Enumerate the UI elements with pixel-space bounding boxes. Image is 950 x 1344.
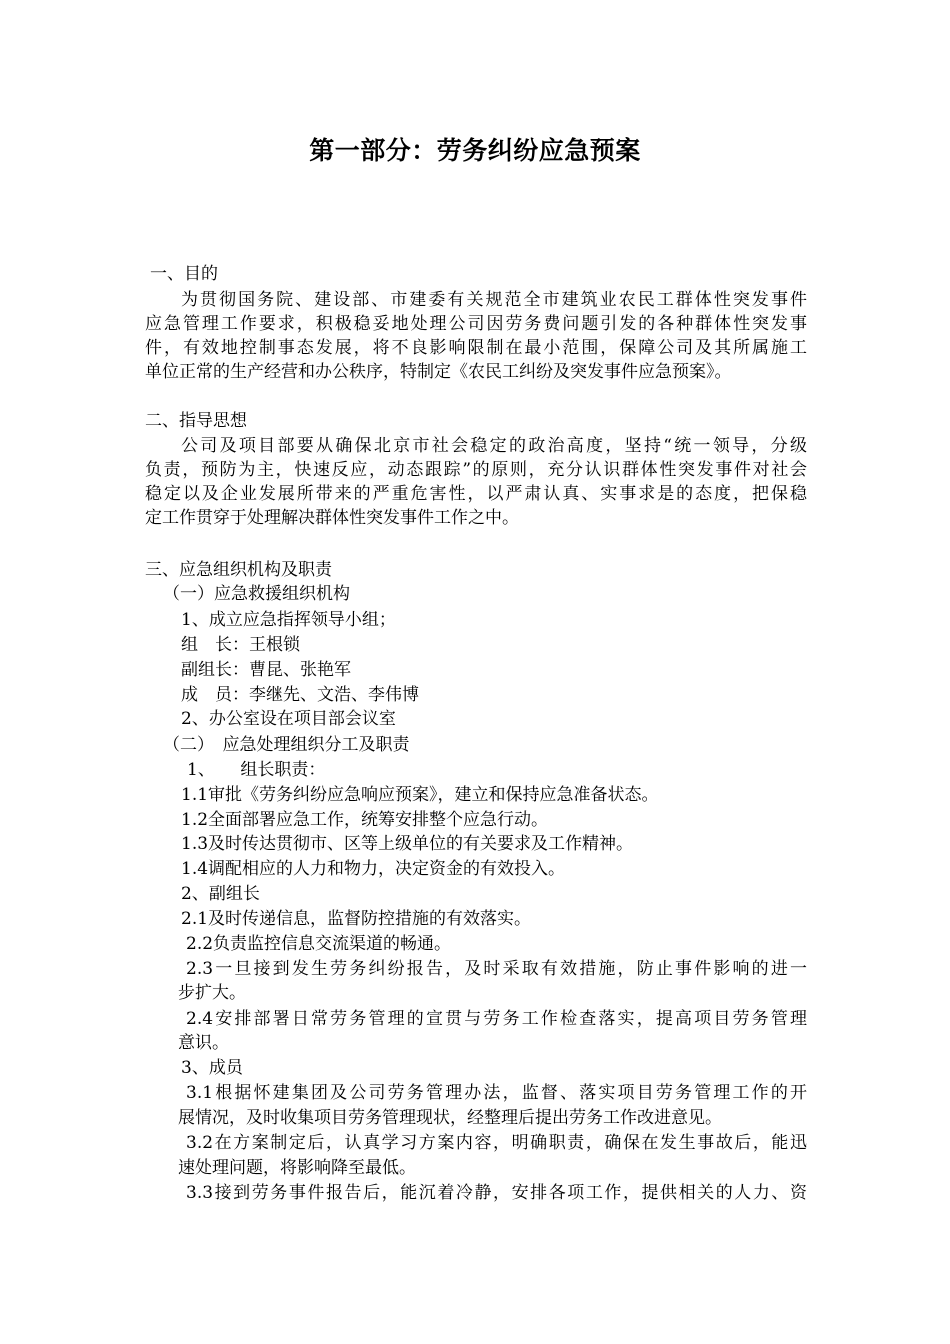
- list-item: 1.3及时传达贯彻市、区等上级单位的有关要求及工作精神。: [181, 834, 634, 854]
- list-item-continuation: 步扩大。: [178, 983, 246, 1003]
- list-item: 3.1根据怀建集团及公司劳务管理办法，监督、落实项目劳务管理工作的开: [186, 1083, 807, 1103]
- paragraph-line: 公司及项目部要从确保北京市社会稳定的政治高度，坚持“统一领导，分级: [181, 436, 807, 456]
- paragraph-line: 定工作贯穿于处理解决群体性突发事件工作之中。: [145, 508, 519, 528]
- subsection-heading: （二） 应急处理组织分工及职责: [163, 735, 410, 755]
- paragraph-line: 负责，预防为主，快速反应，动态跟踪”的原则，充分认识群体性突发事件对社会: [145, 460, 807, 480]
- list-item: 1.2全面部署应急工作，统筹安排整个应急行动。: [181, 810, 549, 830]
- section-heading-organization: 三、应急组织机构及职责: [145, 560, 332, 580]
- list-item: 2、副组长: [181, 884, 260, 904]
- list-item: 2.3一旦接到发生劳务纠纷报告，及时采取有效措施，防止事件影响的进一: [186, 959, 807, 979]
- list-item: 1、 组长职责：: [187, 760, 326, 780]
- section-heading-guiding-thought: 二、指导思想: [145, 411, 247, 431]
- list-item: 3、成员: [181, 1058, 243, 1078]
- list-item: 1.1审批《劳务纠纷应急响应预案》，建立和保持应急准备状态。: [181, 785, 659, 805]
- paragraph-line: 应急管理工作要求，积极稳妥地处理公司因劳务费问题引发的各种群体性突发事: [145, 314, 807, 334]
- list-item: 1.4调配相应的人力和物力，决定资金的有效投入。: [181, 859, 566, 879]
- list-item: 1、成立应急指挥领导小组；: [181, 610, 396, 630]
- list-item-continuation: 速处理问题，将影响降至最低。: [178, 1158, 416, 1178]
- subsection-heading: （一）应急救援组织机构: [163, 584, 350, 604]
- paragraph-line: 为贯彻国务院、建设部、市建委有关规范全市建筑业农民工群体性突发事件: [181, 290, 807, 310]
- paragraph-line: 单位正常的生产经营和办公秩序，特制定《农民工纠纷及突发事件应急预案》。: [145, 362, 732, 382]
- list-item: 3.2在方案制定后，认真学习方案内容，明确职责，确保在发生事故后，能迅: [186, 1133, 807, 1153]
- document-title: 第一部分：劳务纠纷应急预案: [309, 136, 641, 165]
- list-item: 2.2负责监控信息交流渠道的畅通。: [186, 934, 452, 954]
- paragraph-line: 件，有效地控制事态发展，将不良影响限制在最小范围，保障公司及其所属施工: [145, 338, 807, 358]
- section-heading-purpose: 一、目的: [150, 264, 218, 284]
- members-entry: 成 员：李继先、文浩、李伟博: [181, 685, 419, 705]
- list-item-continuation: 意识。: [178, 1033, 229, 1053]
- list-item: 2.1及时传递信息，监督防控措施的有效落实。: [181, 909, 532, 929]
- list-item: 3.3接到劳务事件报告后，能沉着冷静，安排各项工作，提供相关的人力、资: [186, 1183, 807, 1203]
- list-item-continuation: 展情况，及时收集项目劳务管理现状，经整理后提出劳务工作改进意见。: [178, 1108, 722, 1128]
- paragraph-line: 稳定以及企业发展所带来的严重危害性，以严肃认真、实事求是的态度，把保稳: [145, 484, 807, 504]
- deputy-leader-entry: 副组长：曹昆、张艳军: [181, 660, 351, 680]
- list-item: 2.4安排部署日常劳务管理的宣贯与劳务工作检查落实，提高项目劳务管理: [186, 1009, 807, 1029]
- list-item: 2、办公室设在项目部会议室: [181, 709, 396, 729]
- leader-entry: 组 长：王根锁: [181, 635, 300, 655]
